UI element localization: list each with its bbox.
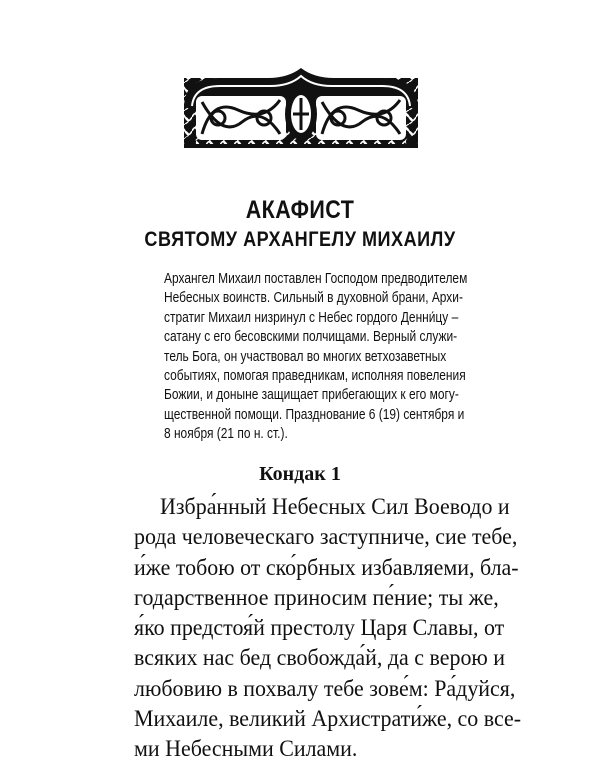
intro-line: Божии, и доныне защищает прибегающих к его могу- [164, 387, 459, 404]
kondak-line: рода человеческаго заступниче, сие тебе, [134, 524, 518, 551]
kondak-line: и́же тобою от ско́рбных избавляеми, бла- [134, 554, 519, 581]
kondak-text [134, 492, 521, 765]
intro-line: тель Бога, он участвовал во многих ветхозаветных [164, 348, 447, 365]
kondak-line: ми Небесными Силами. [134, 736, 358, 763]
section-title: Кондак 1 [259, 463, 341, 485]
kondak-line: годарственное приносим пе́ние; ты же, [134, 584, 499, 611]
intro-paragraph [164, 270, 467, 445]
page-subtitle: СВЯТОМУ АРХАНГЕЛУ МИХАИЛУ [144, 228, 456, 251]
intro-line: щественной помощи. Празднование 6 (19) сентября и [164, 406, 465, 423]
intro-line: событиях, помогая праведникам, исполняя повеления [164, 368, 466, 385]
kondak-line: я́ко предстоя́й престолу Царя Славы, от [134, 615, 505, 642]
ornamental-headpiece-icon [178, 68, 424, 154]
intro-line: 8 ноября (21 по н. ст.). [164, 426, 288, 443]
kondak-line: всяких нас бед свобожда́й, да с верою и [134, 645, 506, 672]
kondak-line: Михаиле, великий Архистрати́же, со все- [134, 706, 522, 733]
kondak-line: любовию в похвалу тебе зове́м: Ра́дуйся, [134, 675, 516, 702]
page-title: АКАФИСТ [245, 196, 355, 224]
intro-line: Небесных воинств. Сильный в духовной брани, Архи- [164, 290, 463, 307]
intro-line: сатану с его бесовскими полчищами. Верный служи- [164, 329, 458, 346]
intro-line: Архангел Михаил поставлен Господом предводителем [164, 271, 468, 287]
intro-line: стратиг Михаил низринул с Небес гордого Денни́цу – [164, 309, 459, 326]
kondak-line: Избра́нный Небесных Сил Воеводо и [160, 494, 510, 520]
